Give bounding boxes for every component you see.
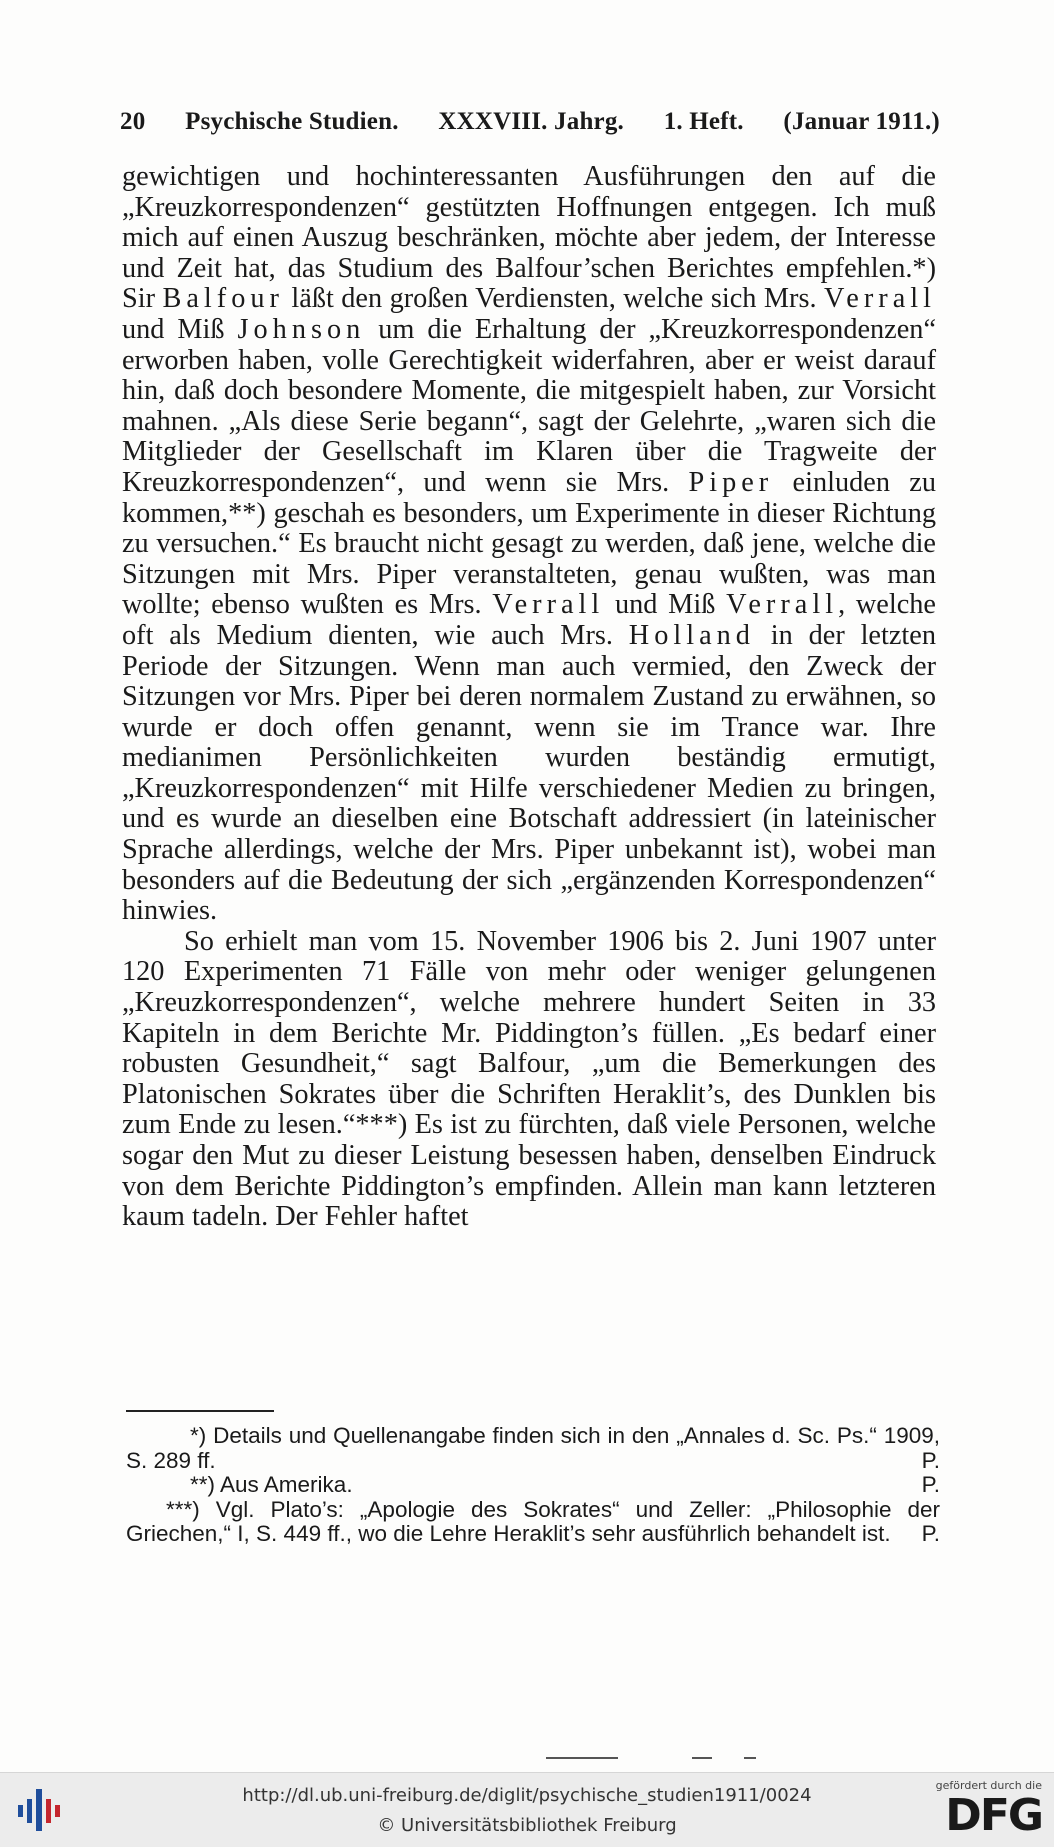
issue-date: (Januar 1911.): [783, 108, 940, 135]
text-run: in der letzten Periode der Sitzungen. Wenn man auch vermied, den Zweck der Sitzungen vor Mrs. Piper bei deren normalem Zustand zu erwähnen, so wurde er doch offen genannt, wenn sie im Trance war. Ihre medianimen Persönlichkeiten wurden beständig ermutigt, „Kreuzkorrespondenzen“ mit Hilfe verschiedener Medien zu bringen, und es wurde an dieselben eine Botschaft addressiert (in lateinischer Sprache allerdings, welche der Mrs. Piper unbekannt ist), wobei man besonders auf die Bedeutung der sich „ergänzenden Korrespondenzen“ hinwies.: [122, 619, 936, 927]
text-run: um die Erhaltung der „Kreuzkorrespondenzen“ erworben haben, volle Gerechtigkeit widerfahren, aber er weist darauf hin, daß doch besondere Momente, die mitgespielt haben, zur Vorsicht mahnen. „Als diese Serie begann“, sagt der Gelehrte, „waren sich die Mitglieder der Gesellschaft im Klaren über die Tragweite der Kreuzkorrespondenzen“, und wenn sie Mrs.: [122, 313, 937, 498]
footnote-signature: P.: [921, 1472, 940, 1497]
printer-mark: [692, 1757, 712, 1759]
text-run: gewichtigen und hochinteressanten Ausführungen den auf die „Kreuzkorrespondenzen“ gestützten Hoffnungen entgegen. Ich muß mich auf einen Auszug beschränken, möchte aber jedem, der Interesse und Zeit hat, das Studium des Balfour’schen Berichtes empfehlen.*) Sir: [122, 161, 936, 315]
text-run: läßt den großen Verdiensten, welche sich Mrs.: [283, 283, 824, 315]
paragraph-2: So erhielt man vom 15. November 1906 bis 2. Juni 1907 unter 120 Experimenten 71 Fälle von mehr oder weniger gelungenen „Kreuzkorrespondenzen“, welche mehrere hundert Seiten in 33 Kapiteln in dem Berichte Mr. Piddington’s füllen. „Es bedarf einer robusten Gesundheit,“ sagt Balfour, „um die Bemerkungen des Platonischen Sokrates über die Schriften Heraklit’s, des Dunklen bis zum Ende zu lesen.“***) Es ist zu fürchten, daß viele Personen, welche sogar den Mut zu dieser Leistung besessen haben, denselben Eindruck von dem Berichte Piddington’s empfinden. Allein man kann letzteren kaum tadeln. Der Fehler haftet: [122, 925, 936, 1233]
dfg-caption: gefördert durch die: [935, 1779, 1042, 1792]
spaced-name: Holland: [628, 619, 755, 651]
text-run: und Miß: [604, 589, 727, 621]
footnote-1: [126, 1424, 940, 1473]
footnotes: [126, 1424, 940, 1547]
footnote-2: [126, 1473, 940, 1498]
printer-mark: [744, 1757, 756, 1759]
running-head: [120, 108, 940, 136]
footnote-3: [126, 1498, 940, 1547]
text-run: und Miß: [122, 313, 238, 345]
page-url-link[interactable]: http://dl.ub.uni-freiburg.de/diglit/psychische_studien1911/0024: [242, 1785, 812, 1806]
footnote-text: **) Aus Amerika.: [190, 1472, 353, 1497]
paragraph-1: [122, 162, 936, 927]
text-run: , welche oft als Medium dienten, wie auch Mrs.: [122, 589, 936, 651]
spaced-name: Verrall: [492, 589, 605, 621]
page-number: 20: [120, 108, 146, 135]
spaced-name: Verrall: [823, 283, 936, 315]
copyright-notice: © Universitätsbibliothek Freiburg: [377, 1815, 677, 1836]
text-run: einluden zu kommen,**) geschah es besonders, um Experimente in dieser Richtung zu versuchen.“ Es braucht nicht gesagt zu werden, daß jene, welche die Sitzungen mit Mrs. Piper veranstalteten, genau wußten, was man wollte; ebenso wußten es Mrs.: [122, 466, 936, 621]
viewer-footer: [0, 1772, 1054, 1847]
volume: XXXVIII. Jahrg.: [438, 108, 624, 135]
journal-title: Psychische Studien.: [185, 108, 399, 135]
spaced-name: Verrall: [726, 589, 839, 621]
spaced-name: Johnson: [237, 313, 366, 345]
printer-mark: [546, 1757, 618, 1759]
spaced-name: Balfour: [162, 283, 284, 315]
spaced-name: Piper: [688, 466, 774, 498]
issue: 1. Heft.: [663, 108, 744, 135]
footnote-signature: P.: [921, 1521, 940, 1546]
footnote-signature: P.: [921, 1447, 940, 1473]
footnote-text: ***) Vgl. Plato’s: „Apologie des Sokrates“ und Zeller: „Philosophie der Griechen,“ I, S. 449 ff., wo die Lehre Heraklit’s sehr ausführlich behandelt ist.: [126, 1496, 940, 1546]
footnote-rule: [126, 1410, 274, 1412]
dfg-logo[interactable]: DFG: [945, 1790, 1042, 1841]
footnote-text: *) Details und Quellenangabe finden sich in den „Annales d. Sc. Ps.“ 1909, S. 289 ff.: [126, 1423, 940, 1473]
body-text: [122, 162, 936, 1233]
